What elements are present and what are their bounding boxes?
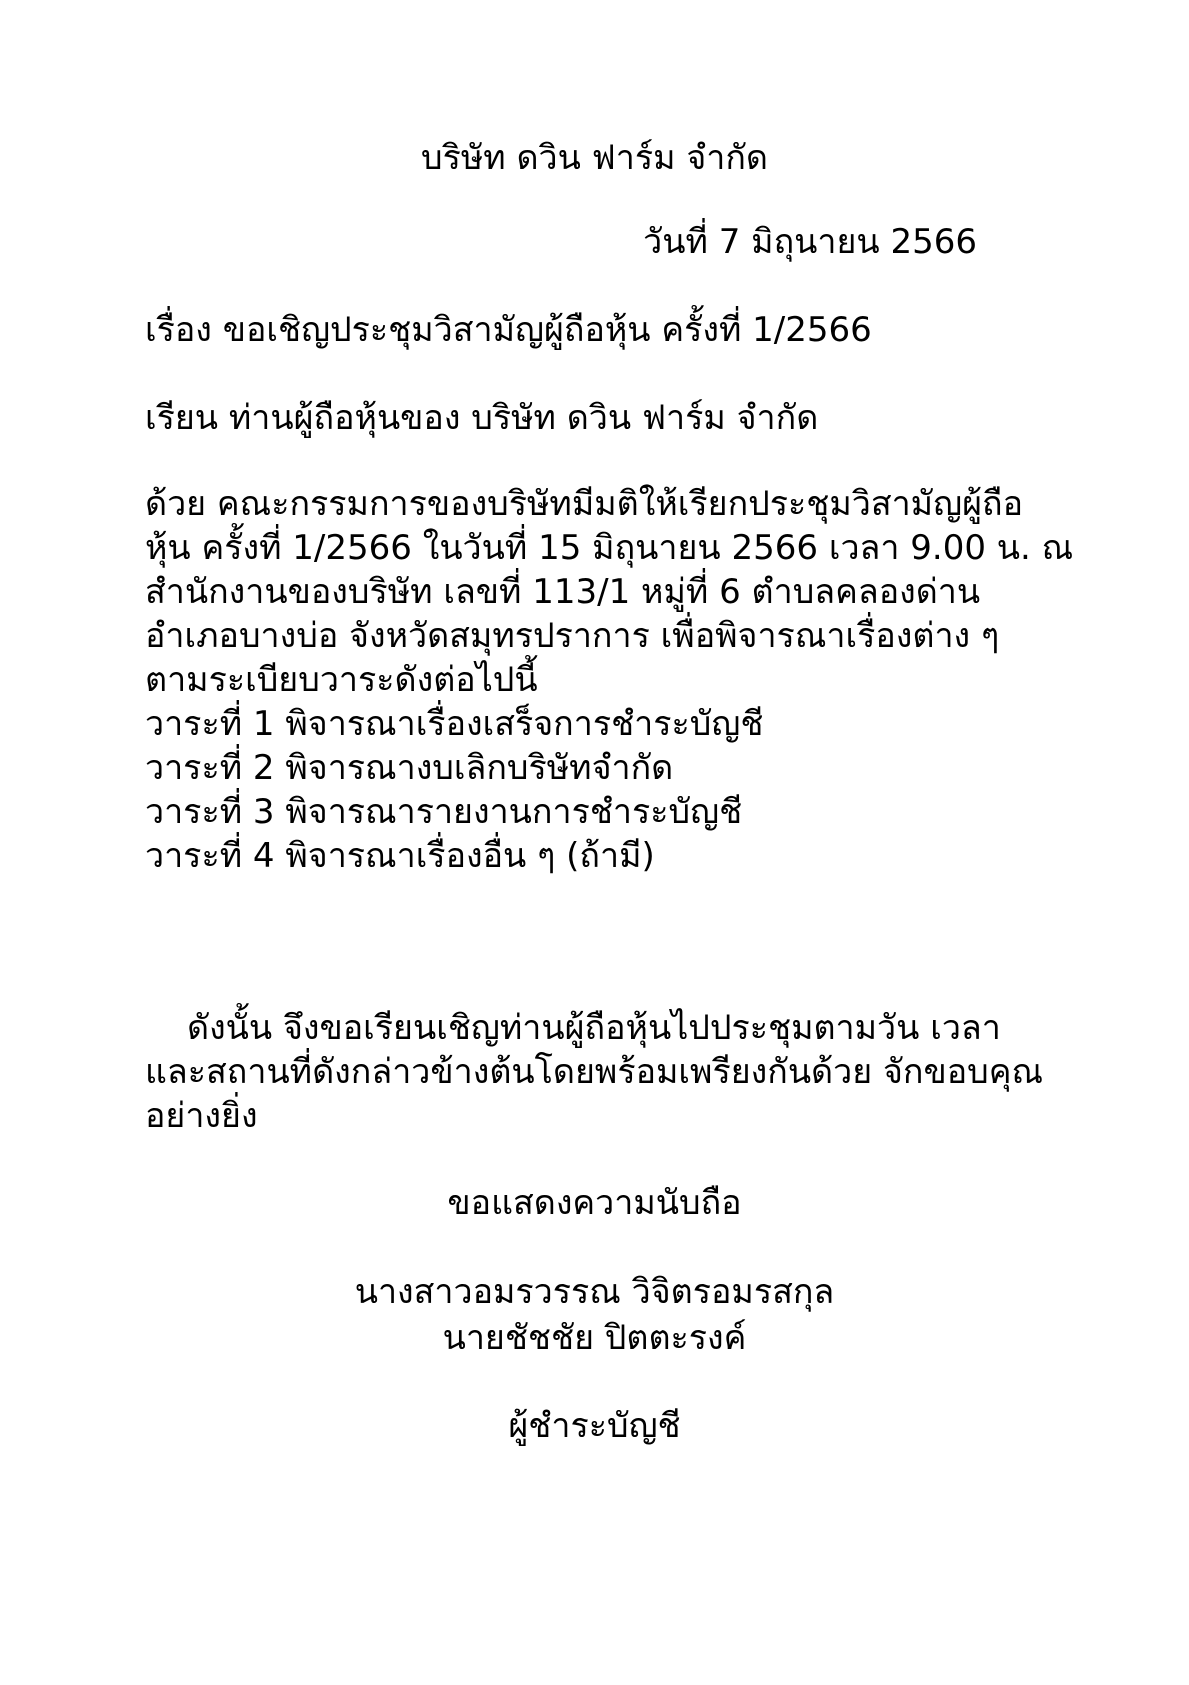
letter-closing (145, 1006, 1045, 1138)
company-name: บริษัท ดวิน ฟาร์ม จำกัด (420, 138, 769, 178)
signer-name-1: นางสาวอมรวรรณ วิจิตรอมรสกุล (354, 1272, 835, 1312)
body-line: หุ้น ครั้งที่ 1/2566 ในวันที่ 15 มิถุนายน 2566 เวลา 9.00 น. ณ (145, 528, 1074, 568)
letter-recipient: เรียน ท่านผู้ถือหุ้นของ บริษัท ดวิน ฟาร์ม จำกัด (145, 398, 819, 438)
agenda-item: วาระที่ 2 พิจารณางบเลิกบริษัทจำกัด (145, 748, 674, 788)
signer-name-2: นายชัชชัย ปิตตะรงค์ (442, 1318, 747, 1358)
letter-date: วันที่ 7 มิถุนายน 2566 (643, 222, 977, 262)
letter-subject: เรื่อง ขอเชิญประชุมวิสามัญผู้ถือหุ้น ครั้งที่ 1/2566 (145, 310, 872, 350)
agenda-item: วาระที่ 1 พิจารณาเรื่องเสร็จการชำระบัญชี (145, 704, 764, 744)
regards-line: ขอแสดงความนับถือ (447, 1183, 742, 1223)
letter-body (145, 482, 1074, 878)
closing-line: และสถานที่ดังกล่าวข้างต้นโดยพร้อมเพรียงกันด้วย จักขอบคุณ (145, 1052, 1043, 1092)
body-line: สำนักงานของบริษัท เลขที่ 113/1 หมู่ที่ 6 ตำบลคลองด่าน (145, 572, 981, 612)
body-line: อำเภอบางบ่อ จังหวัดสมุทรปราการ เพื่อพิจารณาเรื่องต่าง ๆ (145, 616, 1000, 656)
body-line: ตามระเบียบวาระดังต่อไปนี้ (145, 660, 538, 700)
closing-line: ดังนั้น จึงขอเรียนเชิญท่านผู้ถือหุ้นไปประชุมตามวัน เวลา (187, 1008, 1001, 1048)
closing-line: อย่างยิ่ง (145, 1096, 258, 1136)
signer-role: ผู้ชำระบัญชี (508, 1406, 681, 1446)
agenda-item: วาระที่ 3 พิจารณารายงานการชำระบัญชี (145, 792, 743, 832)
body-line: ด้วย คณะกรรมการของบริษัทมีมติให้เรียกประชุมวิสามัญผู้ถือ (145, 484, 1023, 524)
agenda-item: วาระที่ 4 พิจารณาเรื่องอื่น ๆ (ถ้ามี) (145, 836, 655, 876)
